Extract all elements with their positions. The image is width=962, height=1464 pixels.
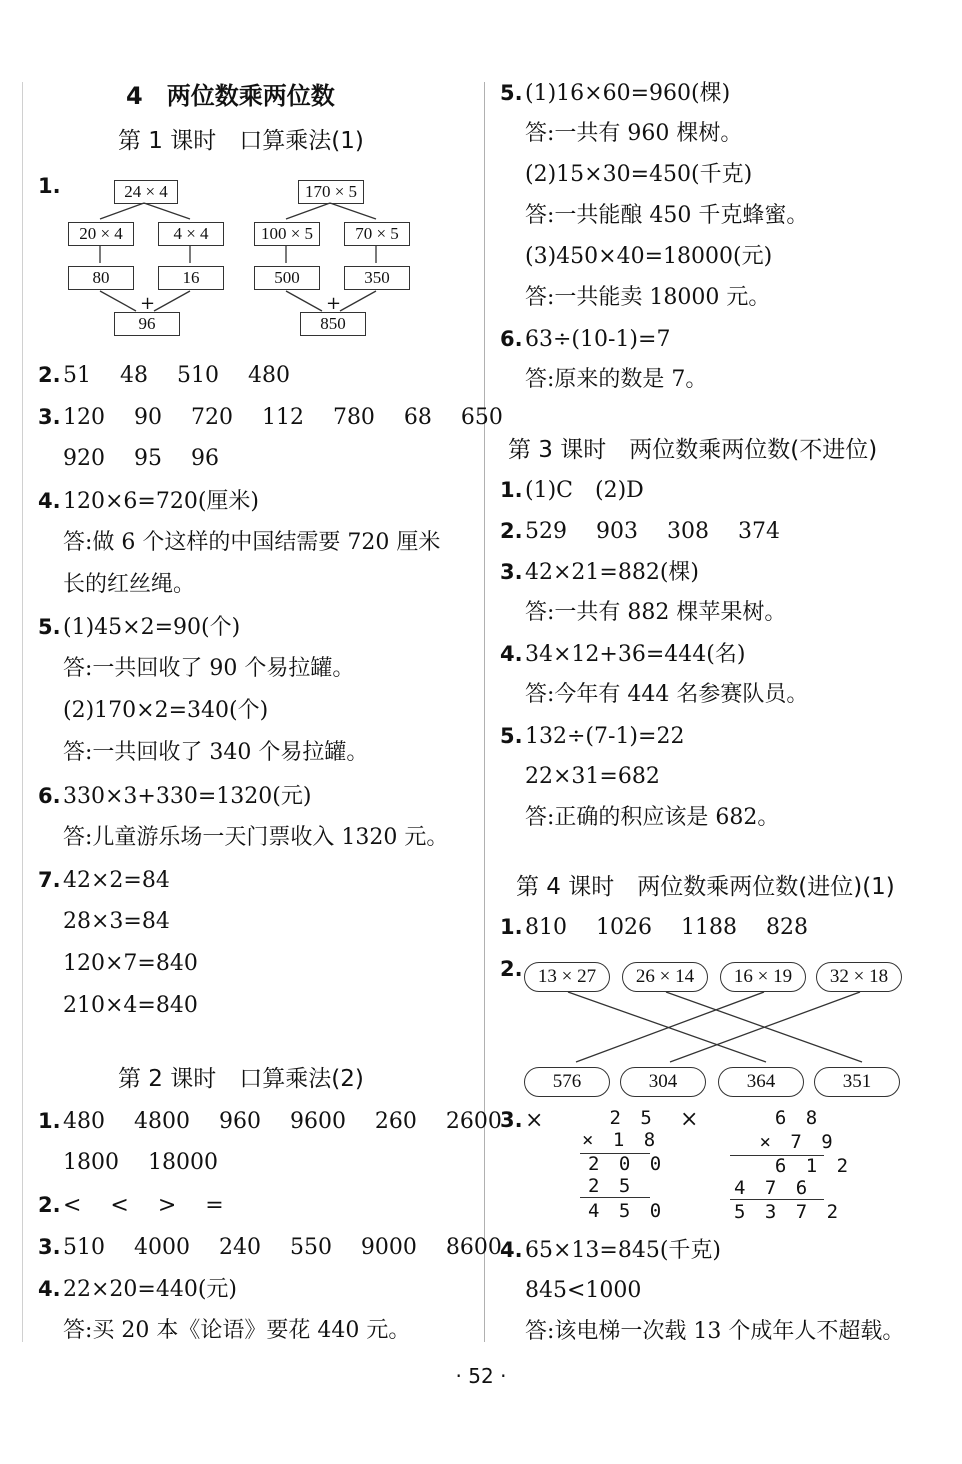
tree-b-plus: + bbox=[326, 293, 342, 314]
l3-q4-line: 4. 34×12+36=444(名) bbox=[500, 642, 746, 667]
tree-b-left-value: 500 bbox=[254, 266, 320, 290]
match-top-3: 16 × 19 bbox=[720, 962, 806, 992]
tree-b-top: 170 × 5 bbox=[298, 180, 364, 204]
tree-connectors bbox=[34, 170, 474, 350]
calc2-a: 6 8 bbox=[744, 1107, 822, 1129]
calc1-a: 2 5 bbox=[594, 1107, 656, 1129]
l4-q1-line: 1. 810 1026 1188 828 bbox=[500, 915, 808, 940]
calc1-rule2 bbox=[580, 1197, 650, 1198]
unit-title: 4 两位数乘两位数 bbox=[126, 82, 335, 110]
calc1-result: 4 5 0 bbox=[588, 1200, 666, 1222]
r-q6-line: 6. 63÷(10-1)=7 bbox=[500, 327, 671, 352]
q5-line: 5. (1)45×2=90(个) bbox=[38, 615, 241, 640]
tree-b-right-value: 350 bbox=[344, 266, 410, 290]
r-q5-line: 5. (1)16×60=960(棵) bbox=[500, 81, 731, 106]
lesson1-title: 第 1 课时 口算乘法(1) bbox=[118, 128, 364, 154]
calc2-p2: 4 7 6 bbox=[734, 1177, 812, 1199]
l3-q5-answer: 答:正确的积应该是 682。 bbox=[525, 805, 780, 830]
lesson4-title: 第 4 课时 两位数乘两位数(进位)(1) bbox=[516, 874, 895, 900]
match-bottom-3: 364 bbox=[718, 1067, 804, 1097]
l2-q1-line: 1. 480 4800 960 9600 260 2600 bbox=[38, 1109, 502, 1134]
q5-answer-a: 答:一共回收了 90 个易拉罐。 bbox=[63, 656, 355, 681]
match-bottom-4: 351 bbox=[814, 1067, 900, 1097]
l3-q2-line: 2. 529 903 308 374 bbox=[500, 519, 780, 544]
r-q5-line-b: (2)15×30=450(千克) bbox=[525, 162, 753, 187]
r-q5-answer-b: 答:一共能酿 450 千克蜂蜜。 bbox=[525, 203, 809, 228]
l4-q3-line: 3. × bbox=[500, 1108, 544, 1133]
match-top-2: 26 × 14 bbox=[622, 962, 708, 992]
l4-q3-mark2: × bbox=[680, 1107, 699, 1132]
match-top-1: 13 × 27 bbox=[524, 962, 610, 992]
q7-line3: 120×7=840 bbox=[63, 951, 198, 976]
calc2-result: 5 3 7 2 bbox=[734, 1201, 843, 1223]
match-bottom-1: 576 bbox=[524, 1067, 610, 1097]
tree-a-right: 4 × 4 bbox=[158, 222, 224, 246]
column-divider bbox=[484, 82, 485, 1342]
l4-q2-number: 2. bbox=[500, 957, 523, 981]
lesson2-title: 第 2 课时 口算乘法(2) bbox=[118, 1066, 364, 1092]
r-q5-line-c: (3)450×40=18000(元) bbox=[525, 244, 773, 269]
q2-line: 2. 51 48 510 480 bbox=[38, 363, 290, 388]
lesson3-title: 第 3 课时 两位数乘两位数(不进位) bbox=[508, 437, 878, 463]
l3-q1-line: 1. (1)C (2)D bbox=[500, 478, 644, 503]
r-q5-answer-a: 答:一共有 960 棵树。 bbox=[525, 121, 743, 146]
l2-q1-line2: 1800 18000 bbox=[63, 1150, 218, 1175]
l3-q3-line: 3. 42×21=882(棵) bbox=[500, 560, 700, 585]
page-number: · 52 · bbox=[455, 1364, 507, 1388]
calc1-p2: 2 5 bbox=[588, 1175, 635, 1197]
r-q6-answer: 答:原来的数是 7。 bbox=[525, 367, 708, 392]
l2-q2-line: 2. < < > = bbox=[38, 1193, 224, 1218]
page-edge-line bbox=[22, 82, 23, 1342]
l2-q3-line: 3. 510 4000 240 550 9000 8600 bbox=[38, 1235, 502, 1260]
q4-answer: 答:做 6 个这样的中国结需要 720 厘米 bbox=[63, 530, 441, 555]
tree-b-right: 70 × 5 bbox=[344, 222, 410, 246]
q4-answer-cont: 长的红丝绳。 bbox=[63, 572, 196, 597]
l3-q4-answer: 答:今年有 444 名参赛队员。 bbox=[525, 682, 809, 707]
calc2-rule2 bbox=[730, 1199, 824, 1200]
match-bottom-2: 304 bbox=[620, 1067, 706, 1097]
l3-q5-line2: 22×31=682 bbox=[525, 764, 660, 789]
calc1-p1: 2 0 0 bbox=[588, 1153, 666, 1175]
q3-line: 3. 120 90 720 112 780 68 650 bbox=[38, 405, 503, 430]
l4-q4-line: 4. 65×13=845(千克) bbox=[500, 1238, 722, 1263]
r-q5-answer-c: 答:一共能卖 18000 元。 bbox=[525, 285, 771, 310]
tree-a-right-value: 16 bbox=[158, 266, 224, 290]
q6-answer: 答:儿童游乐场一天门票收入 1320 元。 bbox=[63, 825, 449, 850]
q7-line4: 210×4=840 bbox=[63, 993, 198, 1018]
l2-q4-line: 4. 22×20=440(元) bbox=[38, 1277, 238, 1302]
q7-line: 7. 42×2=84 bbox=[38, 868, 170, 893]
q4-line: 4. 120×6=720(厘米) bbox=[38, 489, 260, 514]
l2-q4-answer: 答:买 20 本《论语》要花 440 元。 bbox=[63, 1318, 411, 1343]
tree-a-left: 20 × 4 bbox=[68, 222, 134, 246]
l4-q4-line2: 845<1000 bbox=[525, 1278, 642, 1303]
q1-number: 1. bbox=[38, 174, 61, 198]
match-top-4: 32 × 18 bbox=[816, 962, 902, 992]
q6-line: 6. 330×3+330=1320(元) bbox=[38, 784, 312, 809]
calc2-b: × 7 9 bbox=[744, 1131, 837, 1153]
l3-q5-line: 5. 132÷(7-1)=22 bbox=[500, 724, 685, 749]
l4-q4-answer: 答:该电梯一次载 13 个成年人不超载。 bbox=[525, 1319, 905, 1344]
tree-a-top: 24 × 4 bbox=[114, 180, 178, 204]
calc2-p1: 6 1 2 bbox=[744, 1155, 853, 1177]
tree-a-sum: 96 bbox=[114, 312, 180, 336]
tree-a-plus: + bbox=[140, 293, 156, 314]
l3-q3-answer: 答:一共有 882 棵苹果树。 bbox=[525, 600, 787, 625]
q5-answer-b: 答:一共回收了 340 个易拉罐。 bbox=[63, 740, 369, 765]
q3-line2: 920 95 96 bbox=[63, 446, 219, 471]
tree-b-left: 100 × 5 bbox=[254, 222, 320, 246]
tree-a-left-value: 80 bbox=[68, 266, 134, 290]
calc1-b: × 1 8 bbox=[582, 1129, 660, 1151]
q5-line-b: (2)170×2=340(个) bbox=[63, 698, 269, 723]
tree-b-sum: 850 bbox=[300, 312, 366, 336]
q7-line2: 28×3=84 bbox=[63, 909, 170, 934]
